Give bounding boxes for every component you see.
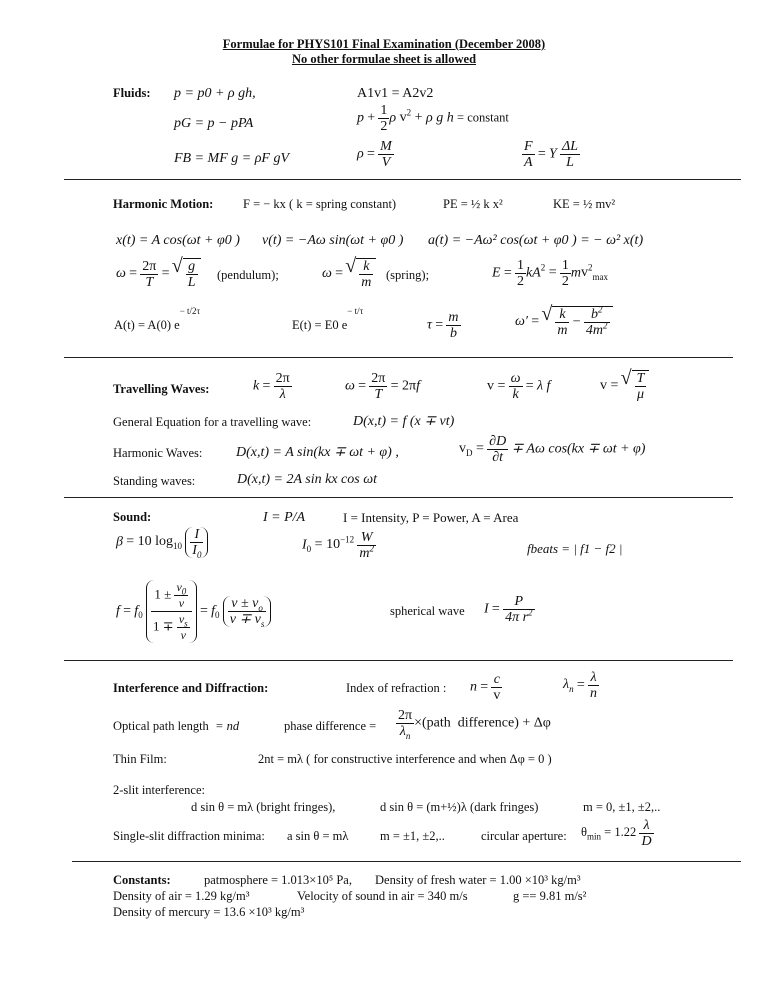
fluids-density-eq: ρ = $\frac{M}{V}$: [357, 139, 392, 170]
hooke-eq: F = − kx ( k = spring constant): [243, 197, 397, 211]
potential-energy-eq: PE = ½ k x²: [443, 197, 503, 211]
gravity-constant: g == 9.81 m/s²: [513, 889, 587, 903]
phase-difference-eq: $\frac{2\pi}{\lambda_n}$ ×(path difference) + Δφ: [398, 708, 551, 741]
spherical-wave-eq: I = $\frac{P}{4\pi r^2}$: [484, 594, 533, 625]
spherical-wave-label: spherical wave: [390, 604, 465, 618]
pendulum-label: (pendulum);: [217, 268, 279, 282]
medium-wavelength-eq: $\lambda_n$ = $\frac{\lambda}{n}$: [563, 670, 597, 701]
bernoulli-constant: = constant: [457, 110, 509, 125]
fluids-heading: Fluids:: [113, 86, 151, 100]
refraction-index-eq: n = $\frac{c}{v}$: [470, 672, 501, 703]
tau-eq: τ = $\frac{m}{b}$: [427, 310, 459, 341]
reference-intensity-eq: $I_0 = 10^{-12}$ $\frac{W}{m^2}$: [302, 530, 375, 561]
harmonic-waves-label: Harmonic Waves:: [113, 446, 203, 460]
divider-waves: [64, 497, 733, 498]
fluids-continuity-eq: A1v1 = A2v2: [357, 86, 434, 101]
pendulum-omega-eq: ω = $\frac{2\pi}{T}$ = √ $\frac{g}{L}$: [116, 258, 201, 290]
water-density: Density of fresh water = 1.00 ×10³ kg/m³: [375, 873, 581, 887]
angular-frequency-eq: ω = $\frac{2\pi}{T}$ = 2πf: [345, 371, 420, 402]
optical-path-label: Optical path length = nd: [113, 719, 240, 733]
divider-fluids: [64, 179, 741, 180]
standing-wave-eq: D(x,t) = 2A sin kx cos ωt: [237, 472, 377, 487]
atmospheric-pressure: patmosphere = 1.013×10⁵ Pa,: [204, 873, 352, 887]
general-wave-eq: D(x,t) = f (x ∓ vt): [353, 414, 455, 429]
bright-fringes-eq: d sin θ = mλ (bright fringes),: [191, 800, 336, 814]
total-energy-eq: E = $\frac{1}{2}$ $kA^2$ = $\frac{1}{2}$ $mv^2_{max}$: [492, 258, 609, 289]
single-slit-label: Single-slit diffraction minima:: [113, 829, 265, 843]
single-slit-order-values: m = ±1, ±2,..: [380, 829, 445, 843]
constants-heading: Constants:: [113, 873, 171, 887]
sound-speed: Velocity of sound in air = 340 m/s: [297, 889, 468, 903]
circular-aperture-eq: $\theta_{min} = 1.22$ $\frac{\lambda}{D}$: [581, 818, 652, 849]
waves-heading: Travelling Waves:: [113, 382, 210, 396]
position-eq: x(t) = A cos(ωt + φ0 ): [116, 233, 240, 248]
amplitude-decay-eq: A(t) = A(0) $e^{- t/2\tau}$: [114, 305, 201, 332]
velocity-eq: v(t) = −Aω sin(ωt + φ0 ): [262, 233, 404, 248]
air-density: Density of air = 1.29 kg/m³: [113, 889, 250, 903]
circular-aperture-label: circular aperture:: [481, 829, 567, 843]
interference-heading: Interference and Diffraction:: [113, 681, 269, 695]
particle-velocity-eq: $v_D$ = $\frac{\partial D}{\partial t}$ ∓ Aω cos(kx ∓ ωt + φ): [459, 434, 646, 465]
spring-label: (spring);: [386, 268, 430, 282]
thin-film-label: Thin Film:: [113, 752, 167, 766]
page-title: Formulae for PHYS101 Final Examination (December 2008): [222, 37, 546, 51]
doppler-eq: $f = f_0$ 1 ± $\frac{v_0}{v}$ 1 ∓ $\frac{v_s}{v}$ = $f_0$ $\frac{v \pm v_o}{v \mp v_s}$: [116, 580, 271, 643]
harmonic-heading: Harmonic Motion:: [113, 197, 214, 211]
single-slit-eq: a sin θ = mλ: [287, 829, 349, 843]
divider-sound: [64, 660, 733, 661]
thin-film-eq: 2nt = mλ ( for constructive interference and when Δφ = 0 ): [258, 752, 552, 766]
standing-waves-label: Standing waves:: [113, 474, 196, 488]
fluids-bernoulli-eq: p + $\frac{1}{2}$ ρ $v^2 + \rho$ g h = constant: [357, 103, 509, 134]
intensity-legend: I = Intensity, P = Power, A = Area: [343, 510, 519, 525]
wave-speed-eq: v = $\frac{\omega}{k}$ = λ f: [487, 371, 551, 402]
mercury-density: Density of mercury = 13.6 ×10³ kg/m³: [113, 905, 305, 919]
sound-level-eq: β = 10 $\log_{10}$ $\frac{I}{I_0}$: [116, 527, 208, 558]
fringe-order-values: m = 0, ±1, ±2,..: [583, 800, 661, 814]
general-wave-label: General Equation for a travelling wave:: [113, 415, 312, 429]
string-speed-eq: v = √ $\frac{T}{\mu}$: [600, 370, 649, 402]
fluids-young-eq: $\frac{F}{A}$ = Y $\frac{\Delta L}{L}$: [524, 139, 579, 170]
kinetic-energy-eq: KE = ½ mv²: [553, 197, 616, 211]
wave-number-eq: k = $\frac{2\pi}{\lambda}$: [253, 371, 290, 402]
refraction-index-label: Index of refraction :: [346, 681, 447, 695]
damped-omega-eq: ω′ = √ $\frac{k}{m}$ − $\frac{b^2}{4m^2}$: [515, 306, 613, 338]
fluids-pressure-eq: p = p0 + ρ gh,: [174, 86, 256, 101]
two-slit-label: 2-slit interference:: [113, 783, 205, 797]
beat-frequency-eq: fbeats = | f1 − f2 |: [527, 541, 623, 556]
acceleration-eq: a(t) = −Aω² cos(ωt + φ0 ) = − ω² x(t): [428, 233, 644, 248]
sound-heading: Sound:: [113, 510, 152, 524]
intensity-def-eq: I = P/A: [263, 510, 306, 525]
dark-fringes-eq: d sin θ = (m+½)λ (dark fringes): [380, 800, 539, 814]
phase-difference-label: phase difference =: [284, 719, 377, 733]
harmonic-wave-eq: D(x,t) = A sin(kx ∓ ωt + φ) ,: [236, 445, 399, 460]
divider-harmonic: [64, 357, 733, 358]
page-subtitle: No other formulae sheet is allowed: [291, 52, 477, 66]
spring-omega-eq: ω = √ $\frac{k}{m}$: [322, 258, 376, 290]
fluids-buoyancy-eq: FB = MF g = ρF gV: [174, 151, 290, 166]
energy-decay-eq: E(t) = E0 $e^{- t/\tau}$: [292, 305, 364, 332]
fluids-gauge-eq: pG = p − pPA: [174, 116, 254, 131]
divider-interference: [72, 861, 741, 862]
